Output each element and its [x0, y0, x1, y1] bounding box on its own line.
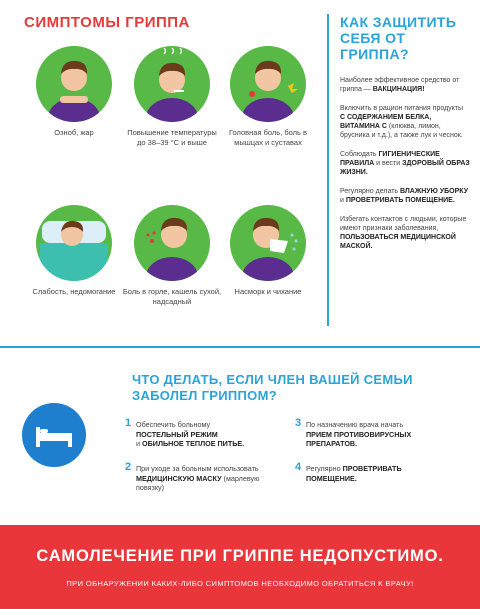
protection-diet: Включить в рацион питания продукты С СОДЕРЖАНИЕМ БЕЛКА, ВИТАМИНА С (клюква, лимон, брусника и т.д.), а также лук и чеснок. — [340, 105, 464, 139]
symptom-fever — [122, 46, 222, 148]
headache-illustration — [230, 46, 306, 122]
family-step-1: 1 Обеспечить больному ПОСТЕЛЬНЫЙ РЕЖИМ и ОБИЛЬНОЕ ТЕПЛОЕ ПИТЬЕ. — [125, 417, 245, 448]
chills-illustration — [36, 46, 112, 122]
symptom-caption: Головная боль, боль в мышцах и суставах — [228, 128, 308, 147]
symptoms-title: СИМПТОМЫ ГРИППА — [24, 14, 190, 31]
symptom-runny-nose — [218, 205, 318, 297]
family-step-2: 2 При уходе за больным использовать МЕДИЦИНСКУЮ МАСКУ (марлевую повязку) — [125, 461, 260, 492]
family-step-4: 4 Регулярно ПРОВЕТРИВАТЬ ПОМЕЩЕНИЕ. — [295, 461, 402, 483]
protection-cleaning: Регулярно делать ВЛАЖНУЮ УБОРКУ и ПРОВЕТРИВАТЬ ПОМЕЩЕНИЕ. — [340, 188, 469, 204]
bed-icon — [22, 403, 86, 467]
protection-contacts: Избегать контактов с людьми, которые имеют признаки заболевания, ПОЛЬЗОВАТЬСЯ МЕДИЦИНСКОЙ МАСКОЙ. — [340, 216, 467, 250]
symptom-caption: Боль в горле, кашель сухой, надсадный — [122, 287, 222, 306]
warning-banner — [0, 525, 480, 609]
family-title: ЧТО ДЕЛАТЬ, ЕСЛИ ЧЛЕН ВАШЕЙ СЕМЬИ ЗАБОЛЕЛ ГРИППОМ? — [132, 372, 413, 403]
symptom-caption: Озноб, жар — [54, 128, 94, 137]
horizontal-divider — [0, 346, 480, 348]
weakness-illustration — [36, 205, 112, 281]
sore-throat-illustration — [134, 205, 210, 281]
symptom-caption: Насморк и чихание — [234, 287, 302, 296]
symptom-caption: Слабость, недомогание — [32, 287, 116, 296]
protection-hygiene: Соблюдать ГИГИЕНИЧЕСКИЕ ПРАВИЛА и вести ЗДОРОВЫЙ ОБРАЗ ЖИЗНИ. — [340, 151, 470, 176]
protection-section — [340, 14, 470, 261]
symptom-caption: Повышение температуры до 38–39 °С и выше — [127, 128, 217, 147]
vertical-divider — [327, 14, 329, 326]
symptom-sore-throat — [122, 205, 222, 307]
protection-vaccination: Наиболее эффективное средство от гриппа — ВАКЦИНАЦИЯ! — [340, 77, 460, 93]
symptom-chills — [24, 46, 124, 138]
symptom-headache — [218, 46, 318, 148]
family-step-3: 3 По назначению врача начать ПРИЕМ ПРОТИВОВИРУСНЫХ ПРЕПАРАТОВ. — [295, 417, 412, 448]
banner-subline: ПРИ ОБНАРУЖЕНИИ КАКИХ-ЛИБО СИМПТОМОВ НЕОБХОДИМО ОБРАТИТЬСЯ К ВРАЧУ! — [66, 579, 414, 588]
symptom-weakness — [24, 205, 124, 297]
banner-headline: САМОЛЕЧЕНИЕ ПРИ ГРИППЕ НЕДОПУСТИМО. — [36, 547, 444, 565]
protection-title: КАК ЗАЩИТИТЬ СЕБЯ ОТ ГРИППА? — [340, 14, 457, 62]
fever-illustration — [134, 46, 210, 122]
symptoms-section — [0, 0, 320, 340]
runny-nose-illustration — [230, 205, 306, 281]
